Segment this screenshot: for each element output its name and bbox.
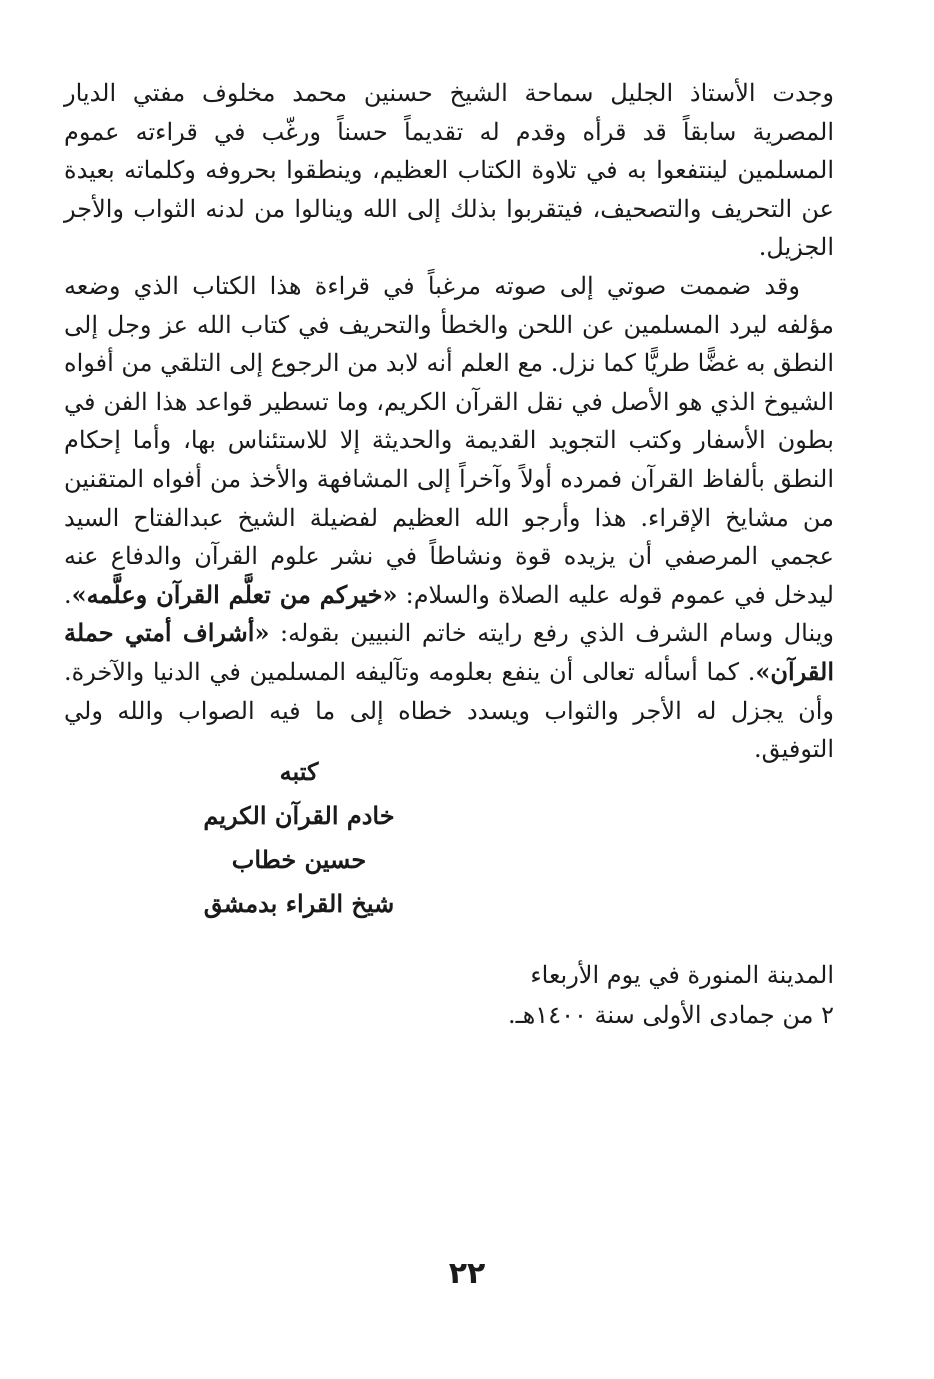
paragraph-2-text-start: وقد ضممت صوتي إلى صوته مرغباً في قراءة هذا الكتاب الذي وضعه مؤلفه ليرد المسلمين عن اللحن والخطأ والتحريف في كتاب الله عز وجل إلى النطق به غضًّا طريًّا كما نزل. مع العلم أنه لابد من الرجوع إلى التلقي من أفواه الشيوخ الذي هو الأصل في نقل القرآن الكريم، وما تسطير قواعد هذا الفن في بطون الأسفار وكتب التجويد القديمة والحديثة إلا للاستئناس بها، وأما إحكام النطق بألفاظ القرآن فمرده أولاً وآخراً إلى المشافهة والأخذ من أفواه المتقنين من مشايخ الإقراء. هذا وأرجو الله العظيم لفضيلة الشيخ عبدالفتاح السيد عجمي المرصفي أن يزيده قوة ونشاطاً في نشر علوم القرآن والدفاع عنه ليدخل في عموم قوله عليه الصلاة والسلام:: [64, 271, 835, 609]
hadith-quote-2: «أشراف أمتي حملة القرآن»: [64, 618, 834, 686]
page-number: ٢٢: [448, 1256, 486, 1291]
paragraph-2-text-end: . كما أسأله تعالى أن ينفع بعلومه وتآليفه المسلمين في الدنيا والآخرة. وأن يجزل له الأجر والثواب ويسدد خطاه إلى ما فيه الصواب والله ولي التوفيق.: [64, 657, 834, 764]
signature-role: شيخ القراء بدمشق: [203, 889, 395, 918]
paragraph-1-text: وجدت الأستاذ الجليل سماحة الشيخ حسنين محمد مخلوف مفتي الديار المصرية سابقاً قد قرأه وقدم له تقديماً حسناً ورغّب في قراءته عموم المسلمين لينتفعوا به في تلاوة الكتاب العظيم، وينطقوا بحروفه وكلماته بعيدة عن التحريف والتصحيف، فيتقربوا بذلك إلى الله وينالوا من لدنه الثواب والأجر الجزيل.: [64, 79, 834, 262]
paragraph-2-text-middle: . وينال وسام الشرف الذي رفع رايته خاتم النبيين بقوله:: [64, 580, 834, 648]
signature-block: [184, 750, 414, 926]
hadith-quote-1: «خيركم من تعلَّم القرآن وعلَّمه»: [71, 579, 398, 609]
paragraph-2: [64, 267, 834, 769]
dateline: [508, 955, 834, 1035]
signature-title: خادم القرآن الكريم: [203, 801, 395, 830]
dateline-place: المدينة المنورة في يوم الأربعاء: [530, 961, 834, 989]
main-text: [64, 74, 834, 769]
signature-name: حسين خطاب: [231, 845, 367, 874]
paragraph-1: [64, 74, 834, 267]
signature-written-by: كتبه: [279, 757, 319, 786]
dateline-date: ٢ من جمادى الأولى سنة ١٤٠٠هـ.: [507, 1001, 834, 1029]
